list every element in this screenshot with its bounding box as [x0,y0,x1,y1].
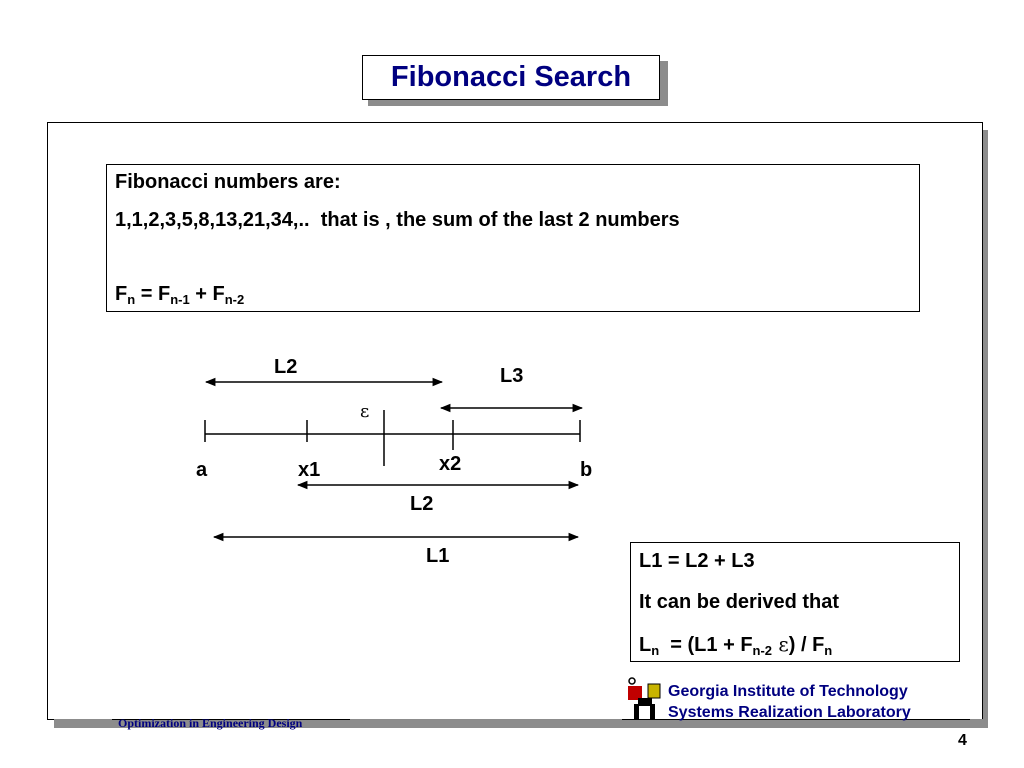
label-l2-bottom: L2 [410,493,434,515]
eq-ln-sub: n [651,643,660,658]
slide-title: Fibonacci Search [390,61,632,93]
footer-bar-middle [350,719,622,725]
eq-fn2-sub: n-2 [752,643,773,658]
institution-logo-icon [624,676,666,722]
footer-bar-left [54,719,112,725]
label-l2-top: L2 [274,356,298,378]
label-b: b [580,459,593,481]
label-l3: L3 [500,365,524,387]
fibonacci-sequence: 1,1,2,3,5,8,13,21,34,.. that is , the sum of the last 2 numbers [115,209,680,231]
label-l1: L1 [426,545,450,567]
eq-middle: = (L1 + F [659,634,753,656]
formula-lhs: F [115,283,128,305]
formula-eq: = [135,283,158,305]
institution-name: Georgia Institute of Technology [668,683,908,700]
label-epsilon: ε [360,401,370,422]
label-a: a [196,459,208,481]
formula-term1: F [157,283,171,305]
footer-course-title: Optimization in Engineering Design [118,716,303,730]
equation-line-3 [639,632,832,658]
lab-name: Systems Realization Laboratory [668,704,911,721]
formula-term2-sub: n-2 [224,292,245,307]
fibonacci-heading: Fibonacci numbers are: [115,171,341,193]
formula-plus: + [189,283,213,305]
formula-term1-sub: n-1 [170,292,190,307]
eq-end: ) / F [788,634,825,656]
formula-term2: F [212,283,225,305]
equation-line-2: It can be derived that [639,591,840,613]
label-x1: x1 [298,459,321,481]
equation-box [630,542,960,662]
eq-ln-base: L [639,634,652,656]
equation-line-1: L1 = L2 + L3 [639,550,755,572]
label-x2: x2 [439,453,462,475]
eq-epsilon: ε [772,632,789,656]
footer-bar-right [970,719,988,725]
page-number: 4 [958,732,967,749]
formula-lhs-sub: n [127,292,136,307]
eq-fn-sub: n [824,643,833,658]
